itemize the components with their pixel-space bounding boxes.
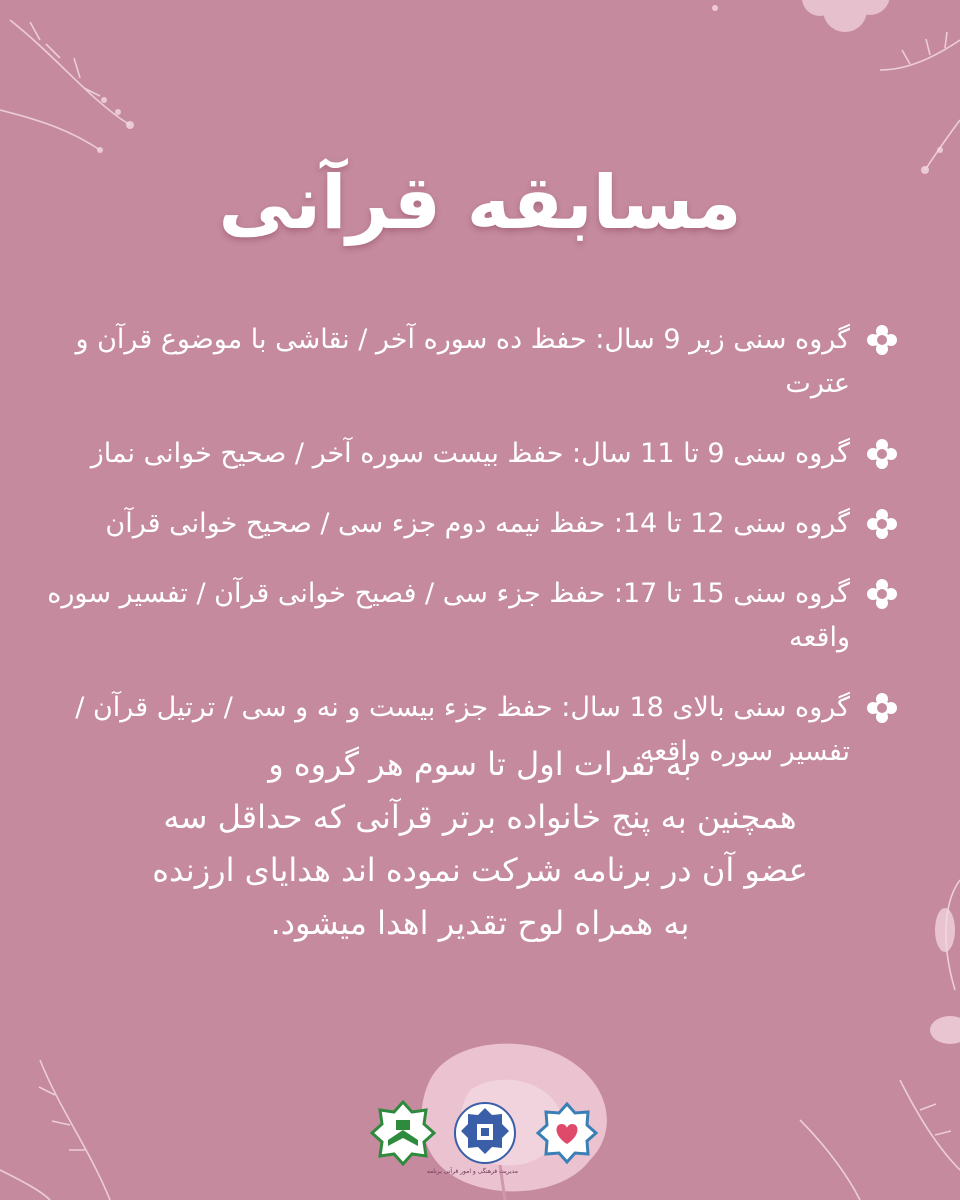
logo-caption: مدیریت فرهنگی و امور قرآنی برنامه bbox=[426, 1168, 518, 1175]
announcement-line: به همراه لوح تقدیر اهدا میشود. bbox=[270, 904, 690, 942]
list-item bbox=[38, 572, 898, 660]
flower-bullet-icon bbox=[866, 692, 898, 724]
announcement-line: به نفرات اول تا سوم هر گروه و bbox=[268, 745, 692, 783]
age-group-list bbox=[38, 318, 898, 800]
flower-bullet-icon bbox=[866, 324, 898, 356]
prize-announcement bbox=[100, 738, 860, 950]
flower-bullet-icon bbox=[866, 438, 898, 470]
list-item-text: گروه سنی زیر 9 سال: حفظ ده سوره آخر / نقاشی با موضوع قرآن و عترت bbox=[75, 324, 850, 399]
page-title: مسابقه قرآنی bbox=[218, 160, 742, 246]
flower-bullet-icon bbox=[866, 578, 898, 610]
list-item-text: گروه سنی بالای 18 سال: حفظ جزء بیست و نه و سی / ترتیل قرآن / تفسیر سوره واقعه bbox=[75, 692, 850, 767]
list-item-text: گروه سنی 9 تا 11 سال: حفظ بیست سوره آخر / صحیح خوانی نماز bbox=[90, 438, 850, 469]
list-item bbox=[38, 502, 898, 546]
list-item bbox=[38, 432, 898, 476]
heart-star-logo bbox=[534, 1100, 600, 1180]
list-item bbox=[38, 318, 898, 406]
flower-bullet-icon bbox=[866, 508, 898, 540]
announcement-line: عضو آن در برنامه شرکت نموده اند هدایای ارزنده bbox=[152, 851, 808, 889]
announcement-line: همچنین به پنج خانواده برتر قرآنی که حداقل سه bbox=[163, 798, 797, 836]
sponsor-logos bbox=[370, 1100, 600, 1180]
list-item-text: گروه سنی 12 تا 14: حفظ نیمه دوم جزء سی / صحیح خوانی قرآن bbox=[105, 508, 850, 539]
list-item-text: گروه سنی 15 تا 17: حفظ جزء سی / فصیح خوانی قرآن / تفسیر سوره واقعه bbox=[47, 578, 850, 653]
mosque-badge-logo bbox=[426, 1100, 518, 1180]
